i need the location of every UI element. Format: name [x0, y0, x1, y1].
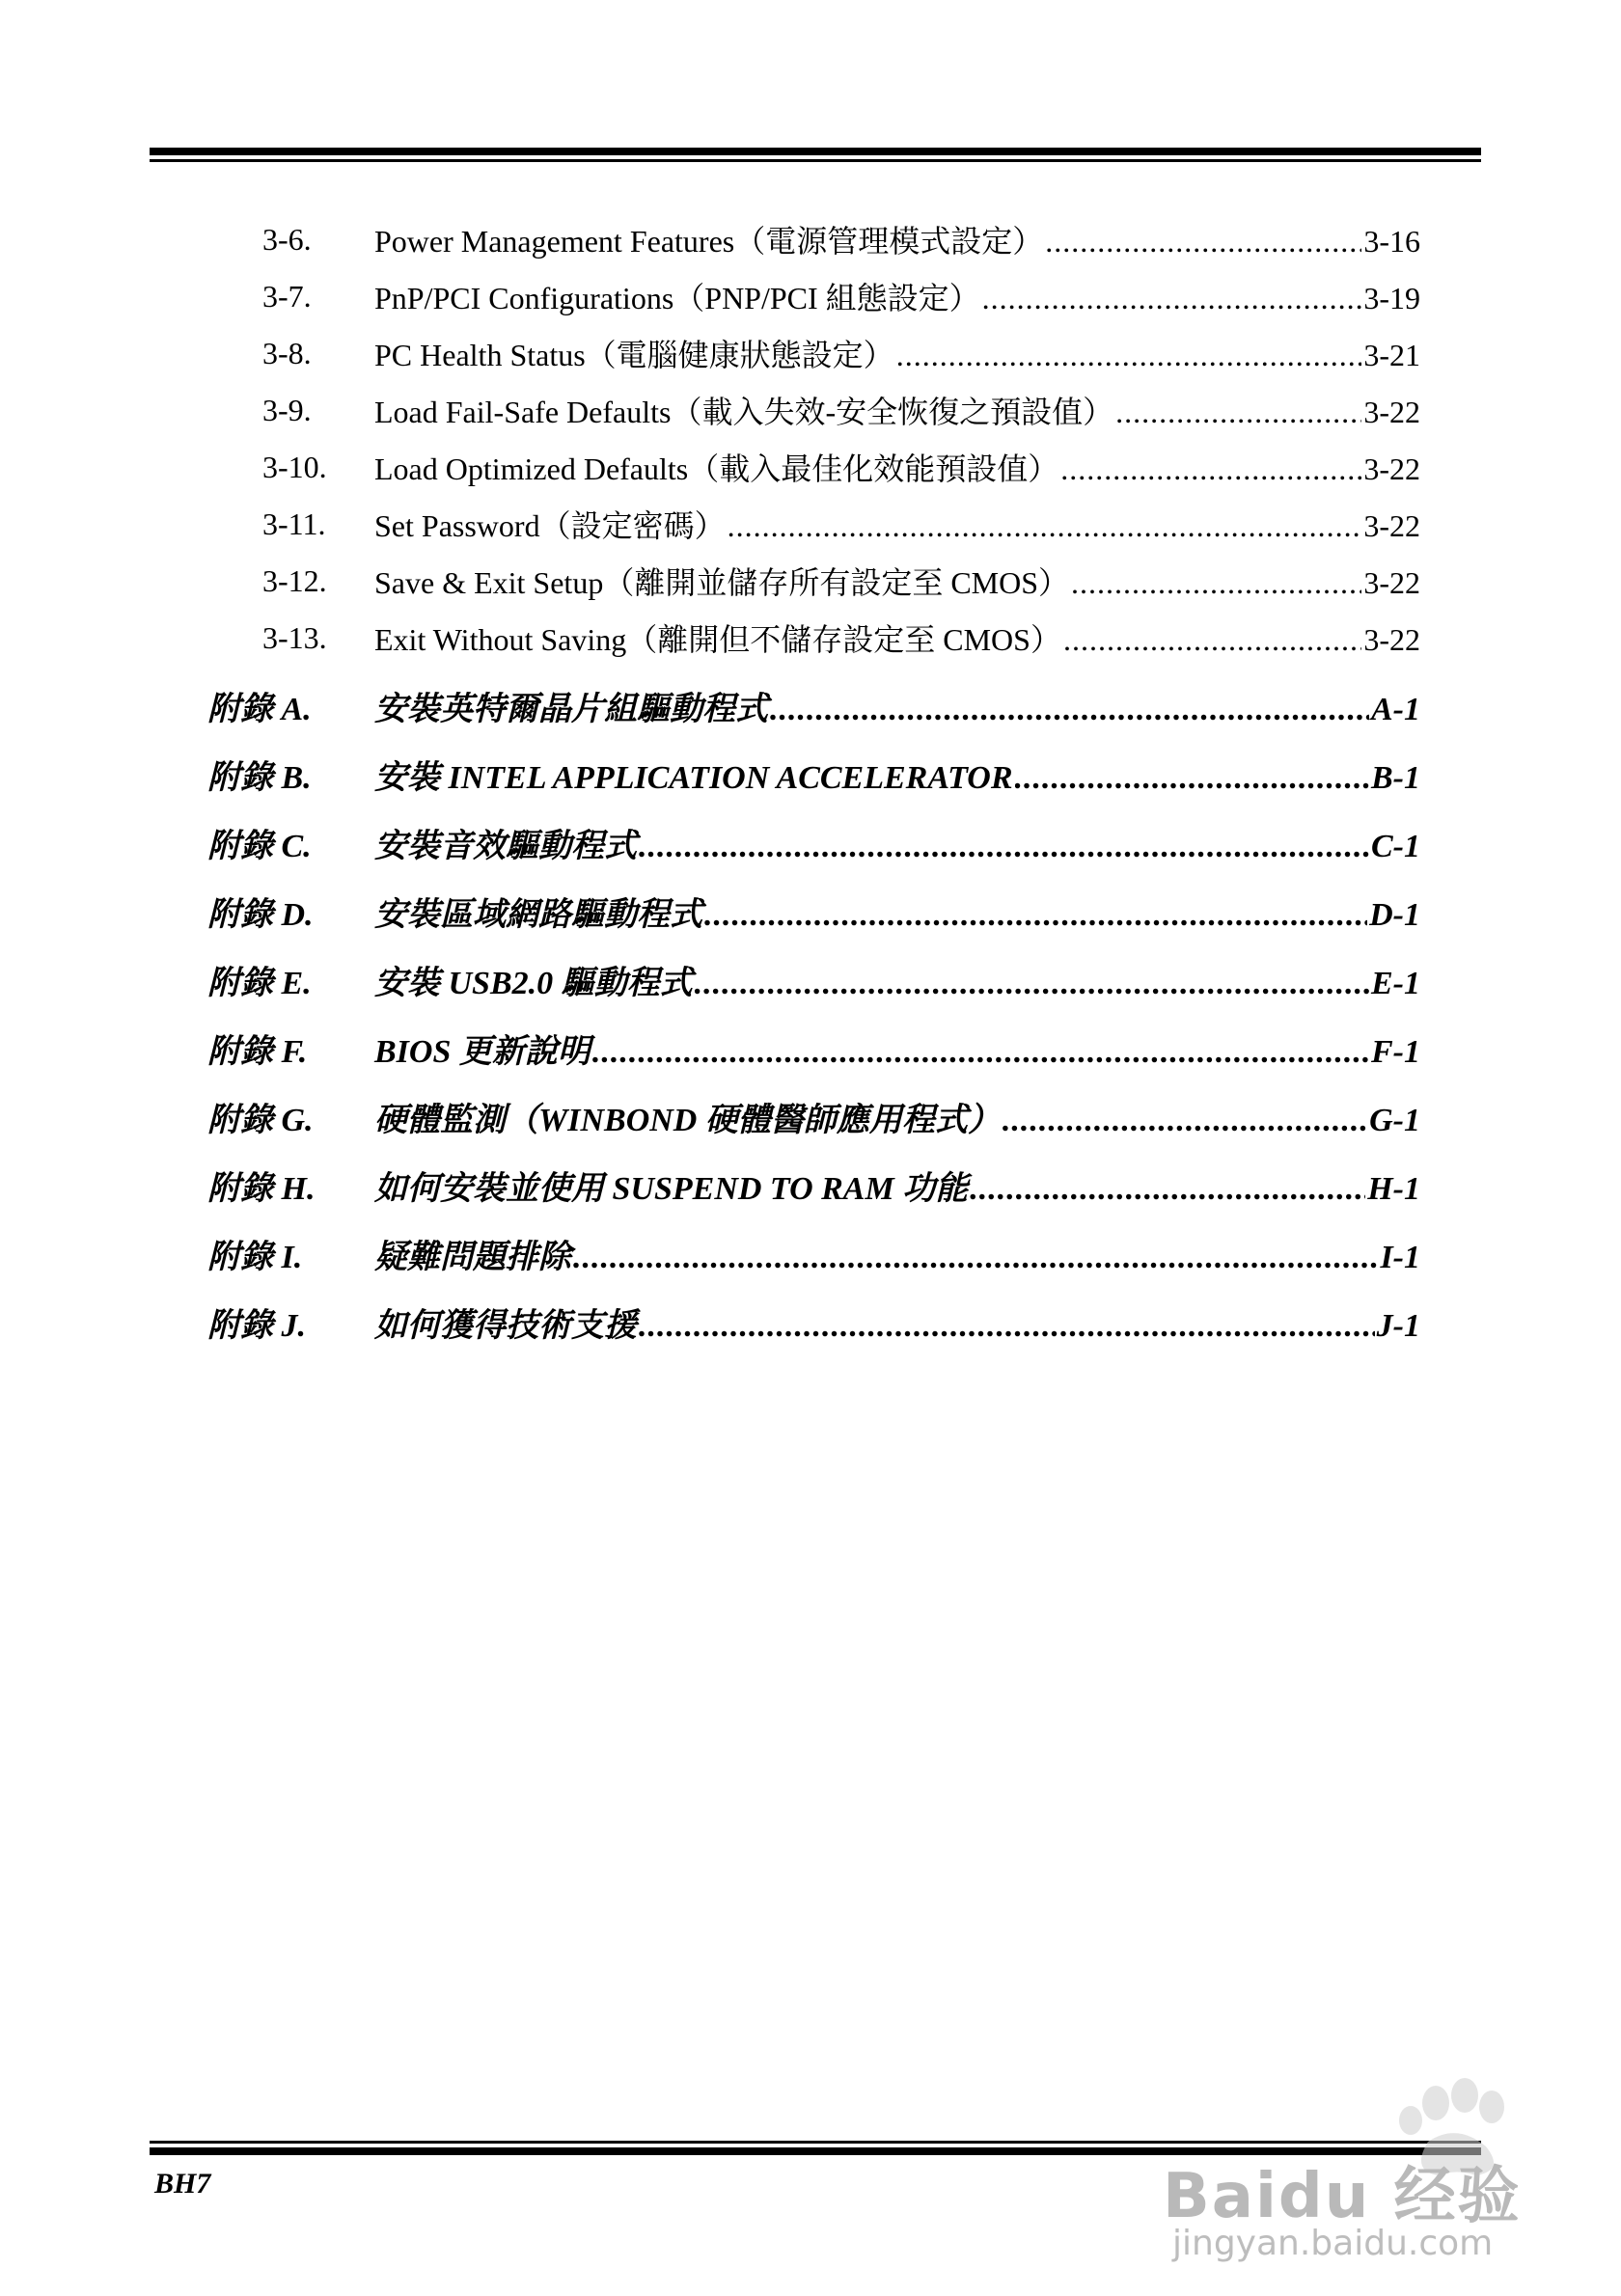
toc-row-appendix-b[interactable] — [0, 747, 1621, 801]
dot-leader — [1045, 224, 1361, 260]
appendix-title: 硬體監測（WINBOND 硬體醫師應用程式） — [374, 1102, 1001, 1138]
dot-leader — [1063, 622, 1361, 658]
section-number: 3-8. — [262, 335, 312, 370]
section-number: 3-10. — [262, 449, 327, 484]
page-number: G-1 — [1369, 1102, 1420, 1138]
dot-leader — [1115, 395, 1361, 430]
appendix-title: 安裝英特爾晶片組驅動程式 — [374, 691, 768, 727]
toc-row-appendix-f[interactable] — [0, 1021, 1621, 1075]
section-number: 3-7. — [262, 278, 312, 314]
section-title: Set Password（設定密碼） — [374, 508, 726, 543]
appendix-number: 附錄 E. — [207, 965, 312, 1001]
appendix-title: 安裝音效驅動程式 — [374, 828, 637, 864]
toc-row-3-9[interactable] — [0, 383, 1621, 437]
watermark-url: jingyan.baidu.com — [1172, 2224, 1494, 2263]
dot-leader — [573, 1240, 1378, 1276]
page-number: E-1 — [1371, 965, 1420, 1001]
toc-row-appendix-a[interactable] — [0, 678, 1621, 732]
page-number: J-1 — [1376, 1307, 1420, 1344]
dot-leader — [728, 508, 1362, 544]
page-number: 3-22 — [1363, 395, 1420, 429]
appendix-title: 如何獲得技術支援 — [374, 1307, 637, 1344]
toc-row-appendix-j[interactable] — [0, 1295, 1621, 1349]
appendix-title: BIOS 更新說明 — [374, 1033, 591, 1070]
page-number: 3-16 — [1363, 224, 1420, 259]
section-title: PC Health Status（電腦健康狀態設定） — [374, 338, 894, 372]
appendix-number: 附錄 G. — [207, 1102, 314, 1138]
page-number: H-1 — [1367, 1170, 1420, 1207]
appendix-title: 安裝 USB2.0 驅動程式 — [374, 965, 693, 1001]
dot-leader — [896, 338, 1362, 373]
toc-row-appendix-d[interactable] — [0, 884, 1621, 938]
section-title: PnP/PCI Configurations（PNP/PCI 組態設定） — [374, 281, 980, 315]
appendix-title: 安裝 INTEL APPLICATION ACCELERATOR — [374, 759, 1013, 796]
page-number: 3-22 — [1363, 622, 1420, 657]
toc-row-appendix-h[interactable] — [0, 1158, 1621, 1212]
appendix-title: 如何安裝並使用 SUSPEND TO RAM 功能 — [374, 1170, 969, 1207]
toc-row-appendix-i[interactable] — [0, 1226, 1621, 1280]
appendix-number: 附錄 I. — [207, 1239, 303, 1275]
toc-row-3-12[interactable] — [0, 554, 1621, 608]
appendix-number: 附錄 H. — [207, 1170, 316, 1207]
page-number: 3-22 — [1363, 565, 1420, 600]
dot-leader — [982, 281, 1362, 316]
page-number: 3-22 — [1363, 508, 1420, 543]
dot-leader — [704, 897, 1367, 934]
appendix-number: 附錄 B. — [207, 759, 312, 796]
appendix-number: 附錄 C. — [207, 828, 312, 864]
header-rule-thin — [150, 159, 1481, 162]
footer-model-label: BH7 — [154, 2168, 211, 2200]
section-number: 3-13. — [262, 619, 327, 655]
section-number: 3-9. — [262, 392, 312, 427]
dot-leader — [592, 1034, 1369, 1071]
toc-row-3-13[interactable] — [0, 611, 1621, 665]
page-number: 3-21 — [1363, 338, 1420, 372]
toc-row-appendix-c[interactable] — [0, 815, 1621, 869]
dot-leader — [1003, 1103, 1367, 1139]
toc-row-3-10[interactable] — [0, 440, 1621, 494]
dot-leader — [970, 1171, 1365, 1208]
appendix-number: 附錄 J. — [207, 1307, 306, 1344]
section-title: Load Optimized Defaults（載入最佳化效能預設值） — [374, 451, 1059, 486]
dot-leader — [1071, 565, 1361, 601]
page-number: 3-19 — [1363, 281, 1420, 315]
page-number: A-1 — [1371, 691, 1420, 727]
toc-row-3-11[interactable] — [0, 497, 1621, 551]
appendix-title: 安裝區域網路驅動程式 — [374, 896, 702, 933]
header-rule-thick — [150, 148, 1481, 155]
section-number: 3-6. — [262, 221, 312, 257]
watermark-brand: Baidu 经验 — [1163, 2161, 1522, 2232]
toc-row-appendix-g[interactable] — [0, 1089, 1621, 1143]
section-title: Save & Exit Setup（離開並儲存所有設定至 CMOS） — [374, 565, 1070, 600]
dot-leader — [639, 829, 1369, 865]
section-number: 3-12. — [262, 562, 327, 598]
section-title: Exit Without Saving（離開但不儲存設定至 CMOS） — [374, 622, 1061, 657]
appendix-title: 疑難問題排除 — [374, 1239, 571, 1275]
dot-leader — [695, 966, 1369, 1002]
section-number: 3-11. — [262, 506, 326, 541]
page-number: F-1 — [1371, 1033, 1420, 1070]
toc-row-appendix-e[interactable] — [0, 952, 1621, 1006]
section-title: Power Management Features（電源管理模式設定） — [374, 224, 1044, 259]
dot-leader — [639, 1308, 1375, 1345]
page-number: C-1 — [1371, 828, 1420, 864]
appendix-number: 附錄 F. — [207, 1033, 308, 1070]
toc-row-3-8[interactable] — [0, 326, 1621, 380]
section-title: Load Fail-Safe Defaults（載入失效-安全恢復之預設值） — [374, 395, 1114, 429]
page-number: B-1 — [1371, 759, 1420, 796]
page-number: D-1 — [1369, 896, 1420, 933]
page-number: 3-22 — [1363, 451, 1420, 486]
toc-row-3-6[interactable] — [0, 212, 1621, 266]
dot-leader — [1060, 451, 1361, 487]
dot-leader — [770, 692, 1369, 728]
page-number: I-1 — [1380, 1239, 1420, 1275]
appendix-number: 附錄 A. — [207, 691, 312, 727]
appendix-number: 附錄 D. — [207, 896, 314, 933]
toc-row-3-7[interactable] — [0, 269, 1621, 323]
dot-leader — [1015, 760, 1369, 797]
